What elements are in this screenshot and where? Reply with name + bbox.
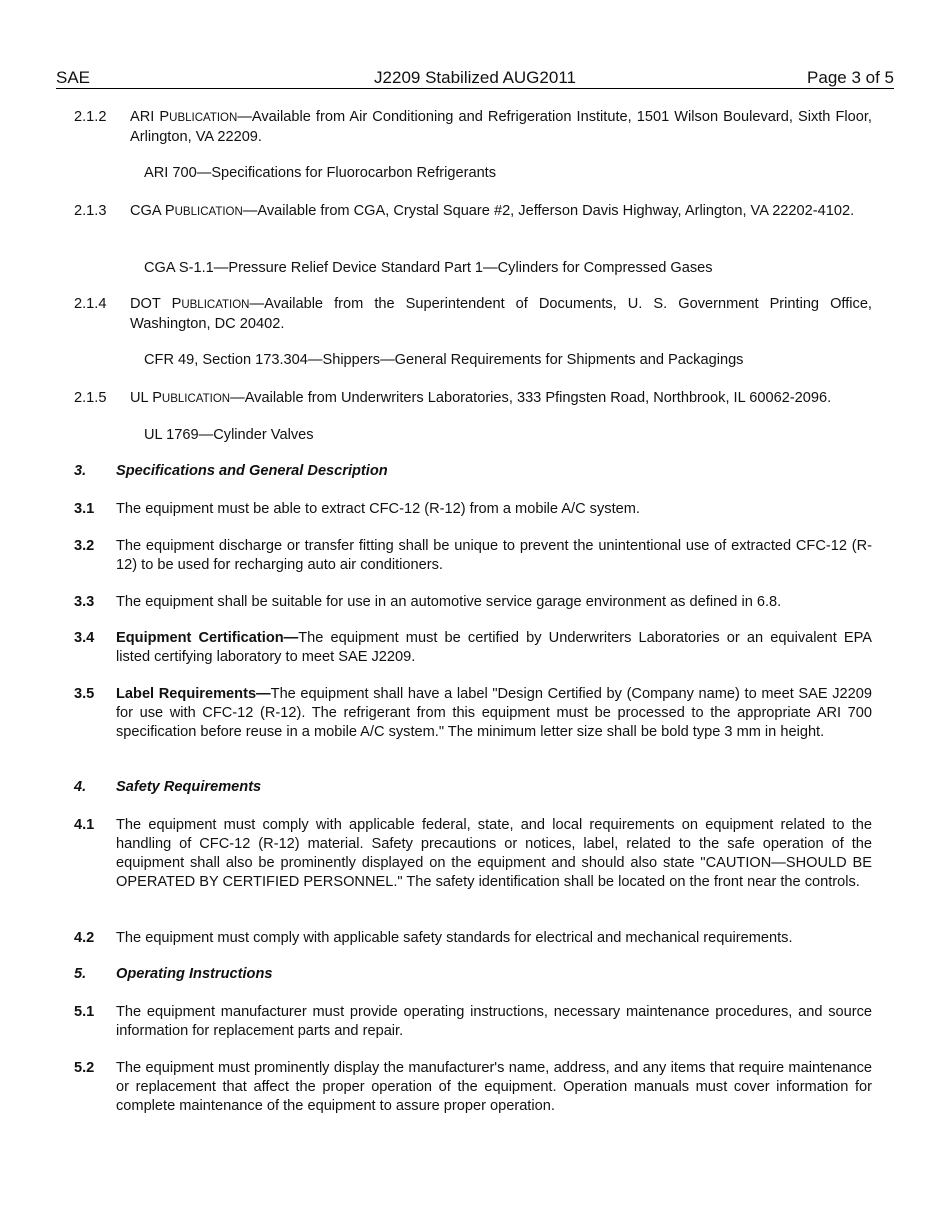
clause-lead: Equipment Certification— <box>116 630 299 646</box>
clause-text: The equipment must be able to extract CFC-12 (R-12) from a mobile A/C system. <box>116 501 640 517</box>
clause-number: 3.5 <box>74 686 95 702</box>
clause-number: 4.1 <box>74 817 95 833</box>
section-number: 3. <box>74 463 87 479</box>
clause-number: 2.1.2 <box>74 109 107 125</box>
clause-text: The equipment must be certified by Underwriters Laboratories or an equivalent EPA listed certifying laboratory to meet SAE J2209. <box>116 630 873 665</box>
page-header <box>56 68 894 89</box>
clause-number: 3.1 <box>74 501 95 517</box>
clause-text: The equipment manufacturer must provide operating instructions, necessary maintenance procedures, and source information for replacement parts and repair. <box>116 1004 872 1039</box>
header-org: SAE <box>56 68 91 87</box>
clause-paragraph <box>116 685 872 742</box>
section-number: 4. <box>74 779 87 795</box>
header-doc-id: J2209 Stabilized AUG2011 <box>374 68 576 87</box>
clause-number: 3.3 <box>74 594 95 610</box>
clause-text: The equipment discharge or transfer fitting shall be unique to prevent the unintentional use of extracted CFC-12 (R-12) to be used for recharging auto air conditioners. <box>116 538 872 573</box>
reference-document: CFR 49, Section 173.304—Shippers—General Requirements for Shipments and Packagings <box>144 352 744 368</box>
publication-paragraph: UL PUBLICATION—Available from Underwriters Laboratories, 333 Pfingsten Road, Northbrook, IL 60062-2096. <box>130 390 832 406</box>
section-heading: Safety Requirements <box>116 779 262 795</box>
clause-paragraph <box>116 629 872 667</box>
clause-number: 2.1.4 <box>74 296 107 312</box>
clause-lead: Label Requirements— <box>116 686 271 702</box>
clause-number: 2.1.5 <box>74 390 107 406</box>
clause-number: 4.2 <box>74 930 95 946</box>
reference-document: UL 1769—Cylinder Valves <box>144 427 314 443</box>
publication-paragraph: ARI PUBLICATION—Available from Air Conditioning and Refrigeration Institute, 1501 Wilson Boulevard, Sixth Floor, Arlington, VA 22209. <box>130 109 872 145</box>
publication-paragraph: CGA PUBLICATION—Available from CGA, Crystal Square #2, Jefferson Davis Highway, Arlington, VA 22202-4102. <box>130 203 855 219</box>
clause-number: 5.2 <box>74 1060 95 1076</box>
reference-document: ARI 700—Specifications for Fluorocarbon Refrigerants <box>144 165 497 181</box>
reference-document: CGA S-1.1—Pressure Relief Device Standard Part 1—Cylinders for Compressed Gases <box>144 260 713 276</box>
clause-number: 3.4 <box>74 630 95 646</box>
publication-paragraph: DOT PUBLICATION—Available from the Superintendent of Documents, U. S. Government Printing Office, Washington, DC 20402. <box>130 296 872 332</box>
clause-text: The equipment shall have a label "Design Certified by (Company name) to meet SAE J2209 for use with CFC-12 (R-12). The refrigerant from this equipment must be processed to the appropriate ARI 700 specification before reuse in a mobile A/C system." The minimum letter size shall be bold type 3 mm in height. <box>116 686 872 740</box>
clause-text: The equipment must comply with applicable federal, state, and local requirements on equipment related to the handling of CFC-12 (R-12) material. Safety precautions or notices, label, related to the safe operation of the equipment shall also be prominently displayed on the equipment and should also state "CAUTION—SHOULD BE OPERATED BY CERTIFIED PERSONNEL." The safety identification shall be located on the front near the controls. <box>116 817 872 890</box>
clause-number: 3.2 <box>74 538 95 554</box>
section-heading: Specifications and General Description <box>116 463 388 479</box>
clause-text: The equipment shall be suitable for use in an automotive service garage environment as defined in 6.8. <box>116 594 782 610</box>
clause-text: The equipment must prominently display the manufacturer's name, address, and any items that require maintenance or replacement that affect the proper operation of the equipment. Operation manuals must cover information for complete maintenance of the equipment to assure proper operation. <box>116 1060 872 1114</box>
clause-number: 5.1 <box>74 1004 95 1020</box>
header-page-number: Page 3 of 5 <box>807 68 894 87</box>
clause-text: The equipment must comply with applicable safety standards for electrical and mechanical requirements. <box>116 930 793 946</box>
clause-number: 2.1.3 <box>74 203 107 219</box>
section-number: 5. <box>74 966 87 982</box>
section-heading: Operating Instructions <box>116 966 273 982</box>
